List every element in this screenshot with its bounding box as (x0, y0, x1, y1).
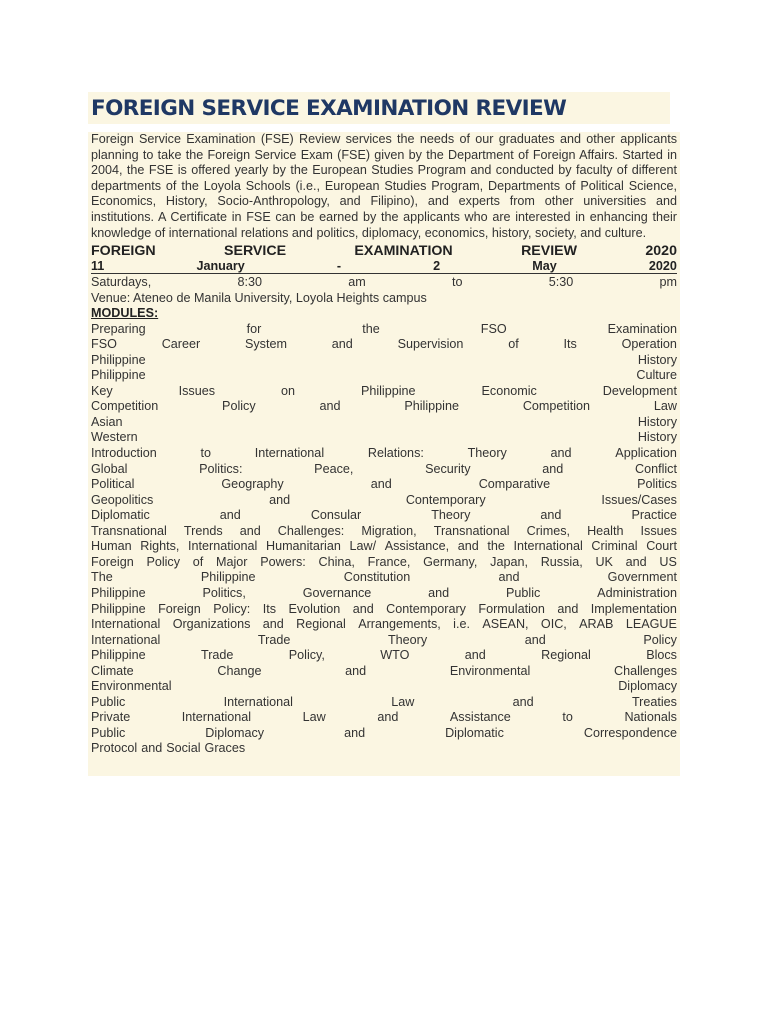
module-word: Global (91, 461, 128, 476)
module-item (91, 555, 677, 571)
module-word: and (377, 710, 399, 725)
module-word: and (464, 648, 486, 663)
module-word: International (91, 632, 161, 647)
module-item (91, 384, 677, 400)
module-word: Law (653, 399, 677, 414)
module-word: FSO (480, 321, 507, 336)
document-body (88, 132, 680, 776)
module-word: Humanitarian (265, 539, 341, 554)
module-word: History (637, 430, 677, 445)
module-word: WTO (380, 648, 410, 663)
module-word: Challenges: (277, 523, 345, 538)
module-item (91, 695, 677, 711)
module-word: Philippine (91, 368, 146, 383)
module-word: Crimes, (526, 523, 571, 538)
module-word: International (223, 694, 293, 709)
module-word: ASEAN, (482, 617, 529, 632)
module-word: and (498, 570, 520, 585)
module-word: Theory (387, 632, 428, 647)
module-word: Security (425, 461, 471, 476)
module-word: Relations: (367, 446, 424, 461)
module-word: Constitution (343, 570, 411, 585)
module-word: Policy: (213, 601, 251, 616)
module-word: Politics (637, 477, 677, 492)
module-word: The (91, 570, 113, 585)
module-word: Conflict (634, 461, 677, 476)
module-word: Private (91, 710, 131, 725)
module-word: Foreign (91, 554, 134, 569)
module-word: Peace, (314, 461, 354, 476)
module-word: Introduction (91, 446, 157, 461)
date-part: January (196, 259, 245, 274)
module-word: International (181, 710, 252, 725)
program-heading-word: FOREIGN (91, 243, 156, 260)
module-word: ARAB (579, 617, 614, 632)
module-word: Philippine (200, 570, 256, 585)
module-word: Philippine (404, 399, 459, 414)
date-part: May (532, 259, 557, 274)
module-word: Policy (146, 554, 181, 569)
module-word: on (280, 383, 295, 398)
module-word: Climate (91, 663, 134, 678)
module-word: and (352, 601, 374, 616)
module-word: International (91, 617, 161, 632)
module-word: of (192, 554, 204, 569)
module-item (91, 353, 677, 369)
module-word: and (542, 461, 564, 476)
module-word: Philippine (91, 648, 146, 663)
module-word: Formulation (478, 601, 545, 616)
module-word: Environmental (449, 663, 531, 678)
module-word: and (512, 694, 534, 709)
module-word: Diplomatic (445, 725, 504, 740)
module-item (91, 462, 677, 478)
page-title: FOREIGN SERVICE EXAMINATION REVIEW (91, 96, 567, 121)
module-word: Implementation (590, 601, 677, 616)
module-word: Political (91, 477, 135, 492)
module-word: Environmental (91, 679, 172, 694)
module-item (91, 633, 677, 649)
module-word: and (345, 663, 367, 678)
module-word: International (254, 446, 325, 461)
module-word: to (562, 710, 573, 725)
module-word: Trade (200, 648, 234, 663)
module-word: International (188, 539, 258, 554)
module-word: of (508, 337, 519, 352)
module-word: Nationals (624, 710, 677, 725)
module-word: and (370, 477, 392, 492)
module-word: and (457, 539, 479, 554)
module-item (91, 586, 677, 602)
module-word: for (246, 321, 262, 336)
module-word: and (239, 523, 261, 538)
module-word: Germany, (423, 554, 478, 569)
module-word: Public (91, 694, 126, 709)
module-word: Diplomacy (618, 679, 677, 694)
module-word: Regional (541, 648, 591, 663)
module-word: Graces (204, 741, 246, 756)
module-word: Organizations (172, 617, 251, 632)
module-word: and (524, 632, 546, 647)
module-word: Policy, (288, 648, 325, 663)
module-word: and (540, 508, 562, 523)
module-item (91, 430, 677, 446)
module-word: Arrangements, (358, 617, 441, 632)
program-heading-word: SERVICE (224, 243, 287, 260)
module-word: Treaties (631, 694, 677, 709)
schedule-part: 8:30 (237, 275, 262, 290)
module-word: Contemporary (386, 601, 466, 616)
module-word: Correspondence (583, 725, 677, 740)
module-item (91, 337, 677, 353)
module-word: Comparative (478, 477, 551, 492)
module-item (91, 399, 677, 415)
module-item (91, 368, 677, 384)
module-word: Transnational (433, 523, 510, 538)
module-item (91, 726, 677, 742)
module-word: and (141, 741, 163, 756)
module-word: Major (216, 554, 248, 569)
module-item (91, 664, 677, 680)
module-word: Diplomatic (91, 508, 150, 523)
schedule-part: pm (659, 275, 677, 290)
intro-paragraph: Foreign Service Examination (FSE) Review services the needs of our graduates and other applicants planning to take the Foreign Service Exam (FSE) given by the Department of Foreign Affairs. Started in 2004, the FSE is offered yearly by the European Studies Program and conducted by faculty of different departments of the Loyola Schools (i.e., European Studies Program, Departments of Political Science, Economics, History, Socio-Anthropology, and Filipino), and experts from other universities and institutions. A Certificate in FSE can be earned by the applicants who are interested in enhancing their knowledge of international relations and politics, diplomacy, economics, history, society, and culture. (91, 132, 677, 240)
module-word: Assistance (449, 710, 511, 725)
module-word: Theory (431, 508, 471, 523)
module-item (91, 322, 677, 338)
module-word: Regional (296, 617, 346, 632)
module-word: Supervision (397, 337, 464, 352)
module-word: Change (217, 663, 262, 678)
date-part: 2 (433, 259, 441, 274)
program-heading-word: REVIEW (521, 243, 578, 260)
module-word: Diplomacy (205, 725, 265, 740)
module-word: Application (615, 446, 677, 461)
module-item (91, 617, 677, 633)
program-heading-word: EXAMINATION (354, 243, 453, 260)
date-part: 2020 (648, 259, 677, 274)
module-word: Western (91, 430, 138, 445)
module-word: Government (607, 570, 677, 585)
module-word: Issues (640, 523, 677, 538)
module-item (91, 415, 677, 431)
module-word: Career (161, 337, 201, 352)
module-word: Key (91, 383, 113, 398)
module-word: Human (91, 539, 132, 554)
module-word: System (244, 337, 287, 352)
module-word: Philippine (91, 352, 146, 367)
module-word: Philippine (91, 601, 146, 616)
module-word: UK (595, 554, 613, 569)
module-word: Law (302, 710, 326, 725)
program-heading-year: 2020 (645, 243, 677, 260)
module-word: Social (166, 741, 201, 756)
module-word: Health (587, 523, 624, 538)
module-item (91, 648, 677, 664)
module-word: Competition (522, 399, 591, 414)
module-word: and (319, 399, 341, 414)
module-word: and (262, 617, 284, 632)
module-word: Examination (607, 321, 677, 336)
module-word: Foreign (158, 601, 201, 616)
module-item (91, 477, 677, 493)
module-word: Issues (178, 383, 216, 398)
module-word: Court (646, 539, 677, 554)
module-word: and (428, 585, 450, 600)
module-word: and (219, 508, 241, 523)
program-heading (91, 243, 677, 259)
module-word: Rights, (140, 539, 180, 554)
module-word: Protocol (91, 741, 138, 756)
module-word: the (487, 539, 505, 554)
module-word: and (344, 725, 366, 740)
module-word: Competition (91, 399, 159, 414)
module-word: Public (506, 585, 541, 600)
module-item (91, 741, 677, 757)
module-word: Its (563, 337, 577, 352)
title-box (88, 92, 670, 124)
module-word: Contemporary (405, 492, 486, 507)
module-word: Consular (310, 508, 362, 523)
module-word: Development (602, 383, 677, 398)
module-word: Philippine (360, 383, 416, 398)
module-word: Law/ (349, 539, 377, 554)
module-word: Challenges (613, 663, 677, 678)
module-word: Transnational (91, 523, 167, 538)
module-word: China, (318, 554, 355, 569)
module-word: OIC, (540, 617, 567, 632)
module-word: and (269, 492, 291, 507)
module-word: Operation (621, 337, 677, 352)
module-word: LEAGUE (625, 617, 677, 632)
module-word: the (362, 321, 380, 336)
module-word: and (625, 554, 647, 569)
module-item (91, 493, 677, 509)
module-word: Trade (257, 632, 291, 647)
module-word: Law (391, 694, 415, 709)
program-dates (91, 259, 677, 274)
modules-list (91, 322, 677, 757)
schedule-part: to (451, 275, 463, 290)
module-word: Japan, (490, 554, 528, 569)
module-item (91, 570, 677, 586)
module-item (91, 679, 677, 695)
module-word: FSO (91, 337, 117, 352)
module-word: Culture (636, 368, 677, 383)
schedule-part: am (348, 275, 366, 290)
module-word: Blocs (646, 648, 677, 663)
module-item (91, 508, 677, 524)
schedule-line (91, 274, 677, 290)
module-word: Philippine (91, 585, 146, 600)
module-word: Powers: (260, 554, 306, 569)
date-part: - (336, 259, 342, 274)
module-word: Its (262, 601, 277, 616)
module-word: Evolution (288, 601, 341, 616)
module-word: History (637, 414, 677, 429)
module-word: Practice (631, 508, 677, 523)
module-word: and (550, 446, 572, 461)
module-word: Public (91, 725, 126, 740)
module-word: Policy (222, 399, 256, 414)
module-word: Issues/Cases (601, 492, 677, 507)
module-word: Criminal (591, 539, 638, 554)
module-word: Politics: (199, 461, 243, 476)
module-word: Policy (643, 632, 677, 647)
module-word: Governance (302, 585, 372, 600)
module-word: and (557, 601, 579, 616)
module-item (91, 524, 677, 540)
module-item (91, 602, 677, 618)
schedule-part: Saturdays, (91, 275, 152, 290)
module-word: Trends (183, 523, 223, 538)
module-word: US (659, 554, 677, 569)
module-word: Administration (597, 585, 677, 600)
module-word: to (200, 446, 212, 461)
module-word: Asian (91, 414, 123, 429)
module-word: Theory (467, 446, 507, 461)
modules-label: MODULES: (91, 306, 159, 321)
module-word: Preparing (91, 321, 146, 336)
module-word: and (331, 337, 353, 352)
module-item (91, 446, 677, 462)
venue-line: Venue: Ateneo de Manila University, Loyola Heights campus (91, 291, 427, 306)
module-word: Assistance, (384, 539, 450, 554)
module-word: Russia, (540, 554, 583, 569)
module-item (91, 539, 677, 555)
module-word: Migration, (361, 523, 417, 538)
module-item (91, 710, 677, 726)
module-word: Geopolitics (91, 492, 154, 507)
module-word: Economic (481, 383, 537, 398)
date-part: 11 (91, 259, 105, 274)
module-word: France, (367, 554, 411, 569)
module-word: History (637, 352, 677, 367)
module-word: Politics, (202, 585, 246, 600)
schedule-part: 5:30 (548, 275, 574, 290)
module-word: i.e. (453, 617, 470, 632)
module-word: International (513, 539, 583, 554)
module-word: Geography (221, 477, 284, 492)
